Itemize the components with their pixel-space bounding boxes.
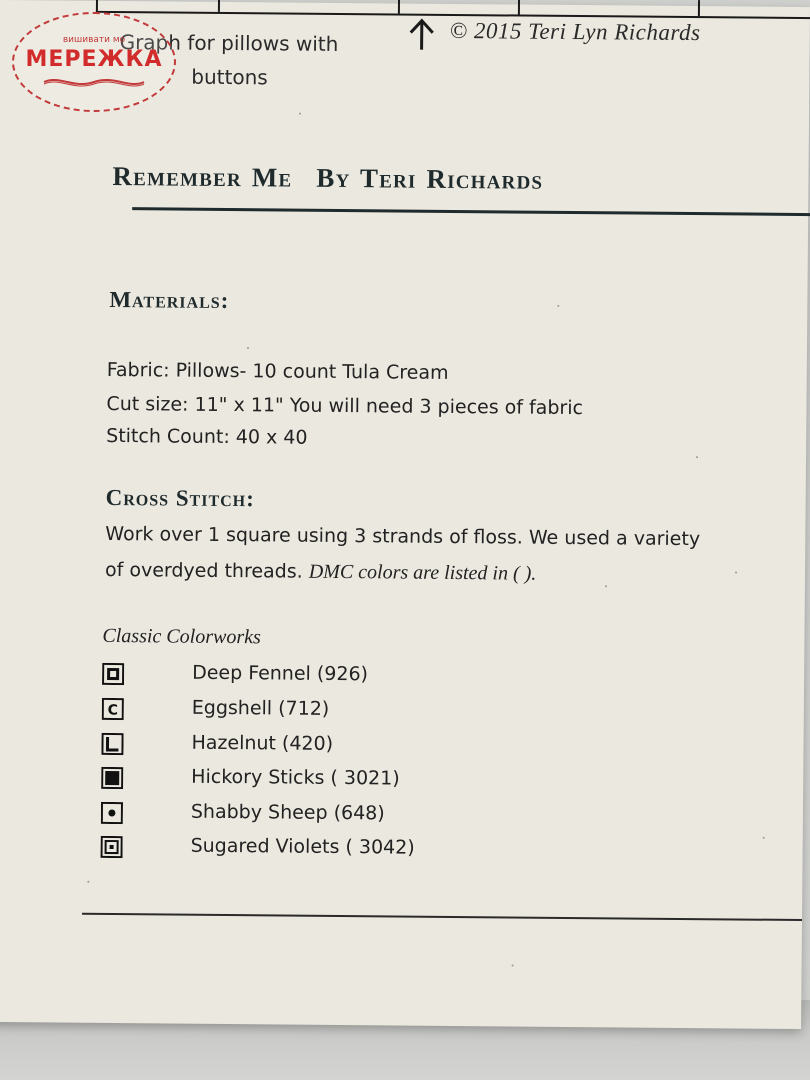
graph-border <box>96 0 810 19</box>
graph-tick <box>398 0 400 13</box>
cross-stitch-heading: Cross Stitch: <box>105 484 255 512</box>
pattern-name: Remember Me <box>112 160 293 193</box>
color-key-row <box>102 661 502 694</box>
square-in-square-icon <box>102 663 124 685</box>
color-key-row <box>100 834 500 867</box>
watermark-tagline: вишивати мо <box>62 35 126 45</box>
materials-heading: Materials: <box>109 286 230 314</box>
dot-icon <box>101 802 123 824</box>
cut-size-line: Cut size: 11" x 11" You will need 3 pieces of fabric <box>106 392 584 420</box>
instructions-plain: of overdyed threads. <box>104 558 309 583</box>
color-key-row <box>101 731 501 764</box>
svg-text:C: C <box>107 702 119 719</box>
thread-brand: Classic Colorworks <box>102 624 261 649</box>
cross-stitch-instructions-2 <box>105 559 537 586</box>
paper-speck <box>512 965 514 967</box>
graph-tick <box>698 0 700 16</box>
color-label: Shabby Sheep (648) <box>190 800 385 825</box>
graph-tick <box>218 0 220 12</box>
paper-speck <box>87 881 89 883</box>
graph-note-line2: buttons <box>191 64 268 90</box>
pattern-title <box>112 161 543 196</box>
copyright-text: © 2015 Teri Lyn Richards <box>449 17 701 46</box>
letter-l-icon <box>101 733 123 755</box>
color-key-row <box>101 800 501 833</box>
color-label: Sugared Violets ( 3042) <box>190 834 415 859</box>
color-label: Eggshell (712) <box>191 696 330 720</box>
dmc-note: DMC colors are listed in ( ). <box>308 560 537 585</box>
title-divider <box>132 207 810 216</box>
paper-speck <box>557 305 559 307</box>
paper-speck <box>299 113 301 115</box>
cross-stitch-instructions-1: Work over 1 square using 3 strands of floss. We used a variety <box>105 522 701 551</box>
graph-tick <box>518 0 520 15</box>
graph-note-line1: Graph for pillows with <box>119 30 339 56</box>
paper-speck <box>763 837 765 839</box>
designer-byline: By Teri Richards <box>316 162 544 195</box>
solid-square-icon <box>101 767 123 789</box>
bottom-divider <box>82 913 802 921</box>
watermark-name: МЕРЕЖКА <box>25 47 163 72</box>
paper-speck <box>696 456 698 458</box>
color-label: Hickory Sticks ( 3021) <box>191 765 400 790</box>
store-watermark-logo <box>12 12 176 112</box>
color-label: Hazelnut (420) <box>191 731 334 755</box>
color-key-row <box>101 765 501 798</box>
letter-c-icon <box>102 698 124 720</box>
color-key-row <box>102 696 502 729</box>
color-label: Deep Fennel (926) <box>192 661 369 686</box>
up-arrow-icon <box>407 18 437 52</box>
paper-speck <box>605 585 607 587</box>
stitch-count-line: Stitch Count: 40 x 40 <box>106 424 308 449</box>
paper-speck <box>247 347 249 349</box>
thread-skein-icon <box>39 75 149 89</box>
paper-speck <box>735 571 737 573</box>
double-square-icon <box>101 836 123 858</box>
fabric-line: Fabric: Pillows- 10 count Tula Cream <box>106 358 449 384</box>
